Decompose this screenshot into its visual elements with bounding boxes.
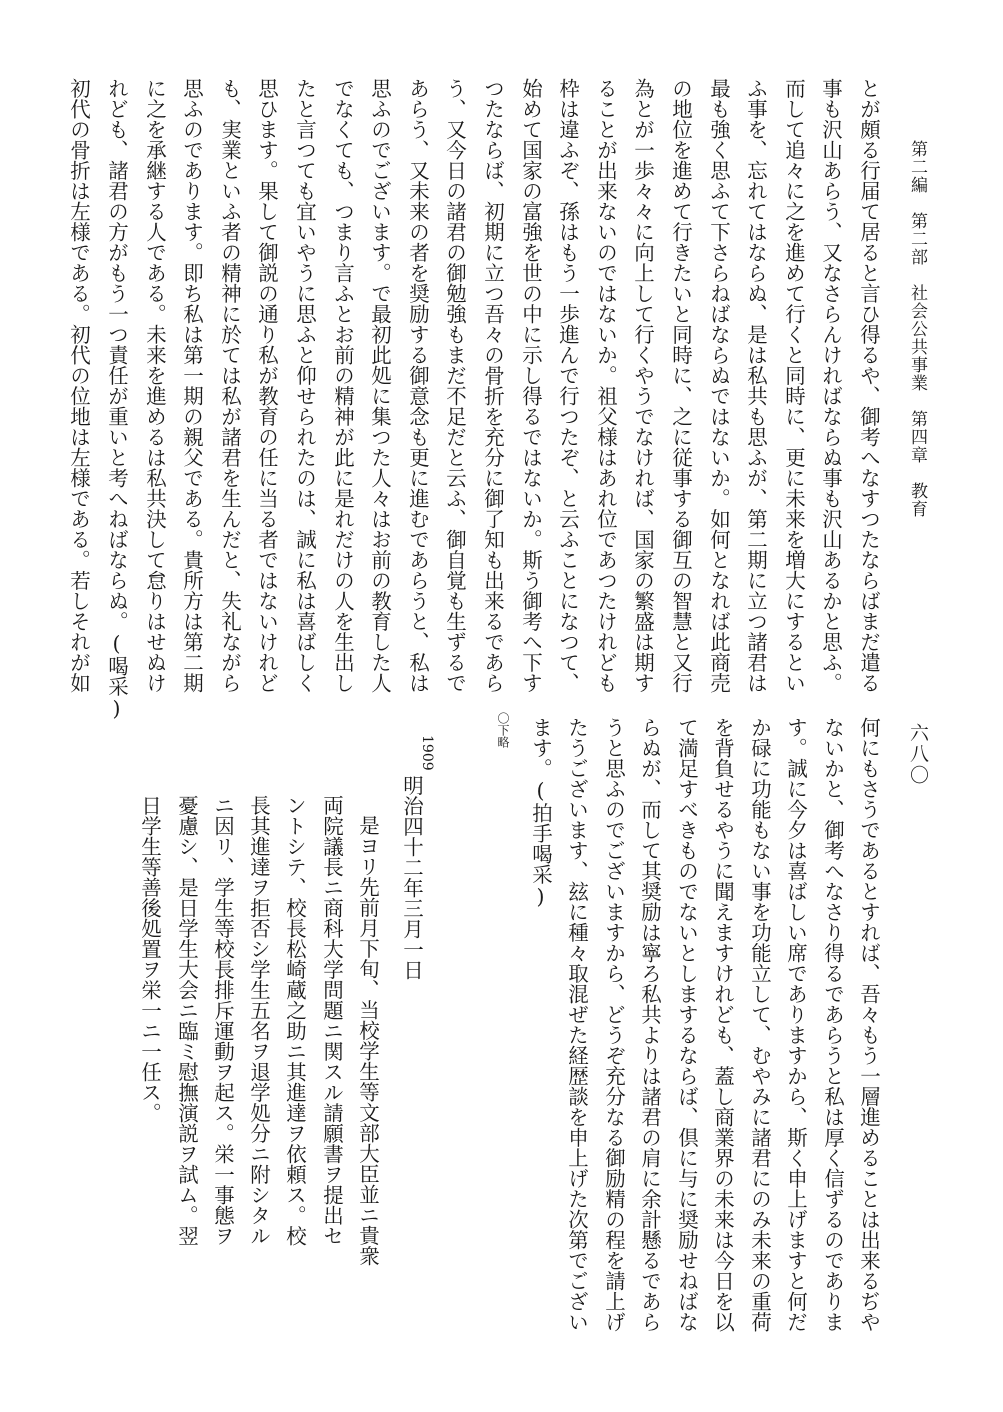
running-head: 第二編 第二部 社会公共事業 第四章 教育 [907, 140, 927, 518]
upper-line-17: 思ひます。果して御説の通り私が教育の任に当る者ではないけれど [254, 78, 279, 693]
upper-line-13: あらう、又未来の者を奨励する御意念も更に進むであらうと、私は [405, 78, 430, 693]
upper-line-16: たと言つても宜いやうに思ふと仰せられたのは、誠に私は喜ばしく [292, 78, 317, 693]
upper-line-18: も、実業といふ者の精神に於ては私が諸君を生んだと、失礼ながら [217, 78, 242, 693]
lower-line-8: うと思ふのでございますから、どうぞ充分なる御励精の程を請上げ [601, 717, 626, 1332]
entry-line-2: 両院議長ニ商科大学問題ニ関スル請願書ヲ提出セ [319, 795, 344, 1246]
upper-line-4: ふ事を、忘れてはならぬ、是は私共も思ふが、第二期に立つ諸君は [743, 78, 768, 693]
upper-line-8: ることが出来ないのではないか。祖父様はあれ位であつたけれども [593, 78, 618, 693]
lower-line-9: たうございます、玆に種々取混ぜた経歴談を申上げた次第でござい [564, 717, 589, 1332]
upper-line-6: の地位を進めて行きたいと同時に、之に従事する御互の智慧と又行 [668, 78, 693, 693]
upper-line-7: 為とが一歩々々に向上して行くやうでなければ、国家の繁盛は期す [630, 78, 655, 693]
entry-line-6: 憂慮シ、是日学生大会ニ臨ミ慰撫演説ヲ試ム。翌 [174, 795, 199, 1246]
upper-line-11: つたならば、初期に立つ吾々の骨折を充分に御了知も出来るであら [480, 78, 505, 693]
lower-line-4: か碌に功能もない事を功能立して、むやみに諸君にのみ未来の重荷 [747, 717, 772, 1332]
lower-line-6: て満足すべきものでないとしまするならば、倶に与に奨励せねばな [674, 717, 699, 1332]
upper-line-19: 思ふのであります。即ち私は第一期の親父である。貴所方は第二期 [179, 78, 204, 693]
upper-line-5: 最も強く思ふて下さらねばならぬではないか。如何となれば此商売 [706, 78, 731, 693]
entry-year: 1909 [419, 735, 435, 771]
upper-line-12: う、又今日の諸君の御勉強もまだ不足だと云ふ、御自覚も生ずるで [442, 78, 467, 693]
lower-line-10: ます。(拍手喝采) [528, 717, 553, 909]
lower-line-1: 何にもさうであるとすれば、吾々もう一層進めることは出来るぢや [856, 717, 881, 1332]
upper-line-9: 枠は違ふぞ、孫はもう一歩進んで行つたぞ、と云ふことになつて、 [555, 78, 580, 693]
lower-line-2: ないかと、御考へなさり得るであらうと私は厚く信ずるのでありま [820, 717, 845, 1332]
entry-line-1: 是ヨリ先前月下旬、当校学生等文部大臣並ニ貴衆 [355, 815, 380, 1266]
upper-line-10: 始めて国家の富強を世の中に示し得るではないか。斯う御考へ下す [518, 78, 543, 693]
upper-line-2: 事も沢山あらう、又なさらんければならぬ事も沢山あるかと思ふ。 [818, 78, 843, 693]
upper-line-21: れども、諸君の方がもう一つ責任が重いと考へねばならぬ。(喝采) [104, 78, 129, 721]
upper-line-3: 而して追々に之を進めて行くと同時に、更に未来を増大にするとい [781, 78, 806, 693]
entry-line-3: ントシテ、校長松崎蔵之助ニ其進達ヲ依頼ス。校 [282, 795, 307, 1246]
omission-note: 〇下略 [496, 712, 510, 748]
entry-line-5: ニ因リ、学生等校長排斥運動ヲ起ス。栄一事態ヲ [210, 795, 235, 1246]
lower-line-7: らぬが、而して其奨励は寧ろ私共よりは諸君の肩に余計懸るであら [637, 717, 662, 1332]
upper-line-14: 思ふのでございます。で最初此処に集つた人々はお前の教育した人 [367, 78, 392, 693]
entry-line-7: 日学生等善後処置ヲ栄一ニ一任ス。 [137, 795, 162, 1123]
entry-line-4: 長其進達ヲ拒否シ学生五名ヲ退学処分ニ附シタル [246, 795, 271, 1246]
upper-line-15: でなくても、つまり言ふとお前の精神が此に是れだけの人を生出し [330, 78, 355, 693]
lower-line-5: を背負せるやうに聞えますけれども、蓋し商業界の未来は今日を以 [710, 717, 735, 1332]
entry-date: 明治四十二年三月一日 [399, 775, 424, 980]
lower-line-3: す。誠に今夕は喜ばしい席でありますから、斯く申上げますと何だ [783, 717, 808, 1332]
page-number: 六八〇 [907, 723, 929, 786]
upper-line-20: に之を承継する人である。未来を進めるは私共決して怠りはせぬけ [142, 78, 167, 693]
upper-line-1: とが頗る行届て居ると言ひ得るや、御考へなすつたならばまだ遣る [856, 78, 881, 693]
upper-line-22: 初代の骨折は左様である。初代の位地は左様である。若しそれが如 [66, 78, 91, 693]
